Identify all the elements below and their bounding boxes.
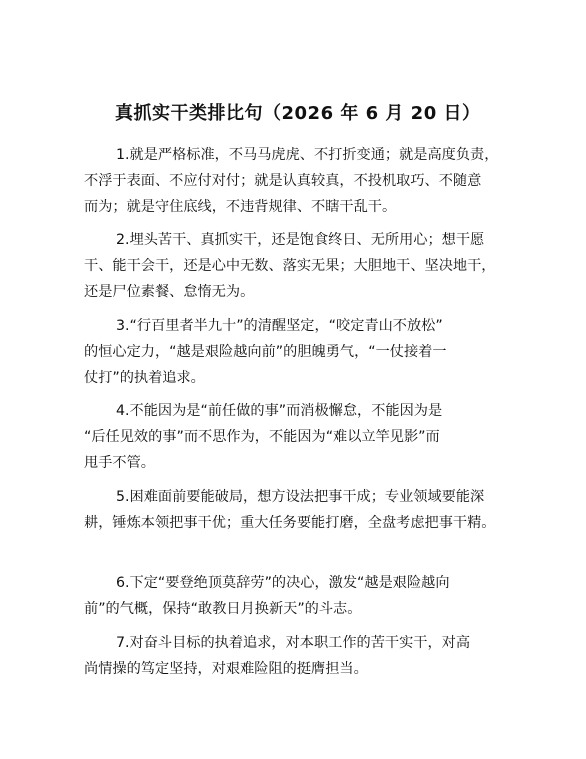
paragraph-line: 干、能干会干，还是心中无数、落实无果；大胆地干、坚决地干， [84, 258, 496, 274]
paragraph-line: 尚情操的笃定坚持，对艰难险阻的挺膺担当。 [84, 661, 368, 677]
paragraph-line: 3.“行百里者半九十”的清醒坚定，“咬定青山不放松” [116, 318, 443, 334]
paragraph-line: 甩手不管。 [84, 455, 155, 471]
paragraph-1 [84, 142, 514, 220]
paragraph-line: 的恒心定力，“越是艰险越向前”的胆魄勇气，“一仗接着一 [84, 344, 447, 360]
paragraph-2 [84, 227, 514, 305]
paragraph-line: 不浮于表面、不应付对付；就是认真较真，不投机取巧、不随意 [84, 173, 482, 189]
paragraph-line: 1.就是严格标准，不马马虎虎、不打折变通；就是高度负责， [116, 147, 499, 163]
paragraph-line: “后任见效的事”而不思作为，不能因为“难以立竿见影”而 [84, 429, 440, 445]
paragraph-line: 6.下定“要登绝顶莫辞劳”的决心，激发“越是艰险越向 [116, 575, 450, 591]
document-title: 真抓实干类排比句（2026 年 6 月 20 日） [115, 103, 481, 124]
paragraph-line: 而为；就是守住底线，不违背规律、不瞎干乱干。 [84, 199, 397, 215]
paragraph-line: 耕，锤炼本领把事干优；重大任务要能打磨，全盘考虑把事干精。 [84, 515, 496, 531]
paragraph-line: 5.困难面前要能破局，想方设法把事干成；专业领域要能深 [116, 489, 485, 505]
paragraph-5 [84, 484, 514, 536]
paragraph-7 [84, 630, 514, 682]
paragraph-line: 7.对奋斗目标的执着追求，对本职工作的苦干实干，对高 [116, 635, 471, 651]
paragraph-3 [84, 313, 514, 391]
paragraph-line: 前”的气概，保持“敢教日月换新天”的斗志。 [84, 601, 362, 617]
paragraph-line: 还是尸位素餐、怠惰无为。 [84, 284, 255, 300]
paragraph-6 [84, 570, 514, 622]
paragraph-4 [84, 398, 514, 476]
paragraph-line: 2.埋头苦干、真抓实干，还是饱食终日、无所用心；想干愿 [116, 232, 485, 248]
paragraph-line: 仗打”的执着追求。 [84, 370, 205, 386]
paragraph-line: 4.不能因为是“前任做的事”而消极懈怠，不能因为是 [116, 403, 443, 419]
